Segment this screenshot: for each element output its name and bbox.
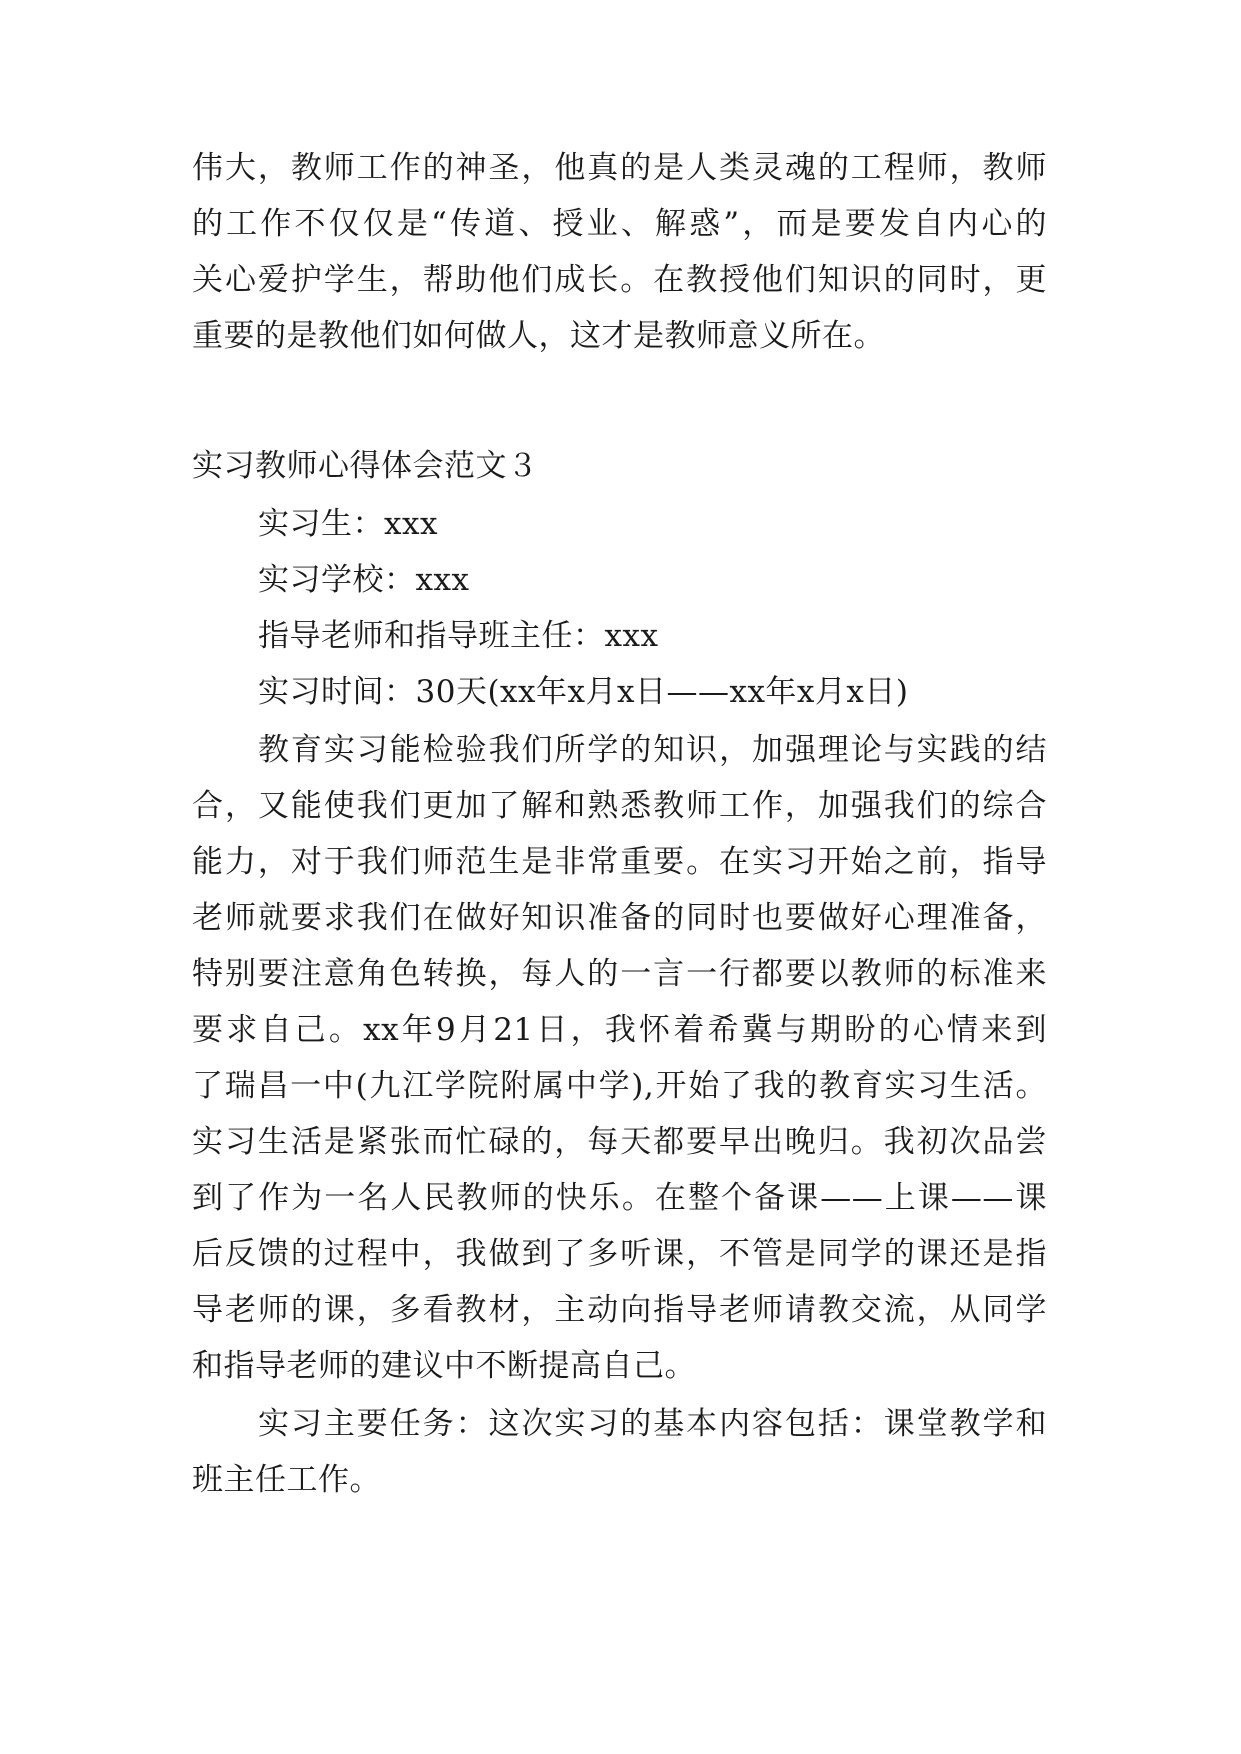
paragraph-line: 关心爱护学生，帮助他们成长。在教授他们知识的同时，更: [192, 262, 1047, 298]
paragraph-line: 教育实习能检验我们所学的知识，加强理论与实践的结: [258, 732, 1047, 768]
paragraph-line: 重要的是教他们如何做人，这才是教师意义所在。: [192, 318, 885, 354]
paragraph-line: 特别要注意角色转换，每人的一言一行都要以教师的标准来: [192, 956, 1047, 992]
paragraph-line: 实习生活是紧张而忙碌的，每天都要早出晚归。我初次品尝: [192, 1124, 1047, 1160]
paragraph-line: 到了作为一名人民教师的快乐。在整个备课——上课——课: [192, 1180, 1047, 1216]
paragraph-line: 老师就要求我们在做好知识准备的同时也要做好心理准备，: [192, 900, 1047, 936]
paragraph-line: 的工作不仅仅是“传道、授业、解惑”，而是要发自内心的: [192, 206, 1047, 242]
school-line: 实习学校：xxx: [258, 562, 470, 598]
section-title: 实习教师心得体会范文３: [192, 448, 539, 484]
paragraph-line: 实习主要任务：这次实习的基本内容包括：课堂教学和: [258, 1406, 1047, 1442]
paragraph-line: 了瑞昌一中(九江学院附属中学),开始了我的教育实习生活。: [192, 1068, 1047, 1104]
supervisor-line: 指导老师和指导班主任：xxx: [258, 618, 659, 654]
paragraph-line: 要求自己。xx年9月21日，我怀着希冀与期盼的心情来到: [192, 1012, 1047, 1048]
intern-line: 实习生：xxx: [258, 506, 438, 542]
period-line: 实习时间：30天(xx年x月x日——xx年x月x日): [258, 674, 909, 710]
paragraph-line: 伟大，教师工作的神圣，他真的是人类灵魂的工程师，教师: [192, 150, 1047, 186]
paragraph-line: 合，又能使我们更加了解和熟悉教师工作，加强我们的综合: [192, 788, 1047, 824]
paragraph-line: 导老师的课，多看教材，主动向指导老师请教交流，从同学: [192, 1292, 1047, 1328]
paragraph-line: 班主任工作。: [192, 1462, 381, 1498]
paragraph-line: 后反馈的过程中，我做到了多听课，不管是同学的课还是指: [192, 1236, 1047, 1272]
paragraph-line: 和指导老师的建议中不断提高自己。: [192, 1348, 696, 1384]
paragraph-line: 能力，对于我们师范生是非常重要。在实习开始之前，指导: [192, 844, 1047, 880]
